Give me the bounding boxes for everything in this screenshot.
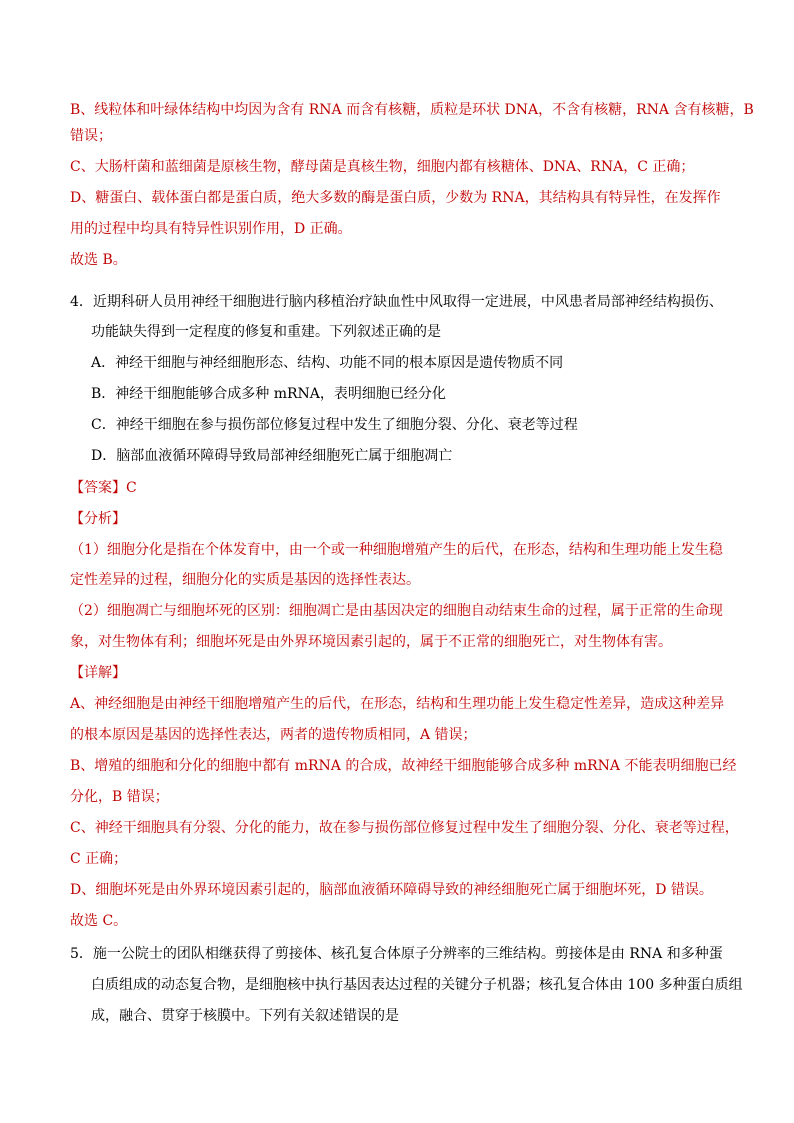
question-4-stem-line: 功能缺失得到一定程度的修复和重建。下列叙述正确的是 [91, 324, 441, 340]
detail-line: B、增殖的细胞和分化的细胞中都有 mRNA 的合成，故神经干细胞能够合成多种 mRNA 不能表明细胞已经 [70, 758, 737, 774]
question-4-solution-block [70, 478, 746, 942]
detail-line: 分化，B 错误； [70, 789, 169, 805]
detail-line: C 正确； [70, 851, 128, 867]
analysis-line: 象，对生物体有利；细胞坏死是由外界环境因素引起的，属于不正常的细胞死亡，对生物体有害。 [70, 634, 672, 650]
detail-line: 故选 C。 [70, 913, 128, 929]
analysis-line: （2）细胞凋亡与细胞坏死的区别：细胞凋亡是由基因决定的细胞自动结束生命的过程，属于正常的生命现 [70, 603, 723, 619]
analysis-line: 定性差异的过程，细胞分化的实质是基因的选择性表达。 [70, 572, 420, 588]
detail-line: C、神经干细胞具有分裂、分化的能力，故在参与损伤部位修复过程中发生了细胞分裂、分化、衰老等过程， [70, 820, 739, 836]
question-4-option-d: D．脑部血液循环障碍导致局部神经细胞死亡属于细胞凋亡 [91, 448, 453, 464]
question-5-stem-line: 5．施一公院士的团队相继获得了剪接体、核孔复合体原子分辨率的三维结构。剪接体是由 RNA 和多种蛋 [70, 946, 723, 962]
prev-answer-line: C、大肠杆菌和蓝细菌是原核生物，酵母菌是真核生物，细胞内都有核糖体、DNA、RNA，C 正确； [70, 159, 695, 175]
prev-answer-line: 用的过程中均具有特异性识别作用，D 正确。 [70, 221, 352, 237]
analysis-line: （1）细胞分化是指在个体发育中，由一个或一种细胞增殖产生的后代，在形态，结构和生理功能上发生稳 [70, 542, 723, 558]
prev-answer-line: 故选 B。 [70, 252, 127, 268]
detail-line: A、神经细胞是由神经干细胞增殖产生的后代，在形态，结构和生理功能上发生稳定性差异，造成这种差异 [70, 696, 725, 712]
detail-line: 的根本原因是基因的选择性表达，两者的遗传物质相同，A 错误； [70, 727, 477, 743]
prev-answer-line: D、糖蛋白、载体蛋白都是蛋白质，绝大多数的酶是蛋白质，少数为 RNA，其结构具有特异性，在发挥作 [70, 190, 721, 206]
question-4-block [70, 292, 746, 477]
prev-answer-line: 错误； [70, 128, 112, 144]
answer-label: 【答案】C [70, 480, 137, 496]
prev-answer-line: B、线粒体和叶绿体结构中均因为含有 RNA 而含有核糖，质粒是环状 DNA，不含有核糖，RNA 含有核糖，B [70, 102, 754, 118]
question-5-stem-line: 白质组成的动态复合物，是细胞核中执行基因表达过程的关键分子机器；核孔复合体由 100 多种蛋白质组 [91, 977, 743, 993]
prev-answer-block [70, 100, 754, 281]
question-5-stem-line: 成，融合、贯穿于核膜中。下列有关叙述错误的是 [91, 1008, 399, 1024]
question-4-stem-line: 4．近期科研人员用神经干细胞进行脑内移植治疗缺血性中风取得一定进展，中风患者局部神经结构损伤、 [70, 294, 723, 310]
question-4-option-a: A．神经干细胞与神经细胞形态、结构、功能不同的根本原因是遗传物质不同 [91, 355, 564, 371]
question-4-option-c: C．神经干细胞在参与损伤部位修复过程中发生了细胞分裂、分化、衰老等过程 [91, 417, 578, 433]
analysis-label: 【分析】 [70, 511, 126, 527]
detail-line: D、细胞坏死是由外界环境因素引起的，脑部血液循环障碍导致的神经细胞死亡属于细胞坏死，D 错误。 [70, 882, 713, 898]
detail-label: 【详解】 [70, 665, 126, 681]
question-4-option-b: B．神经干细胞能够合成多种 mRNA，表明细胞已经分化 [91, 386, 446, 402]
question-5-block [70, 944, 746, 1037]
